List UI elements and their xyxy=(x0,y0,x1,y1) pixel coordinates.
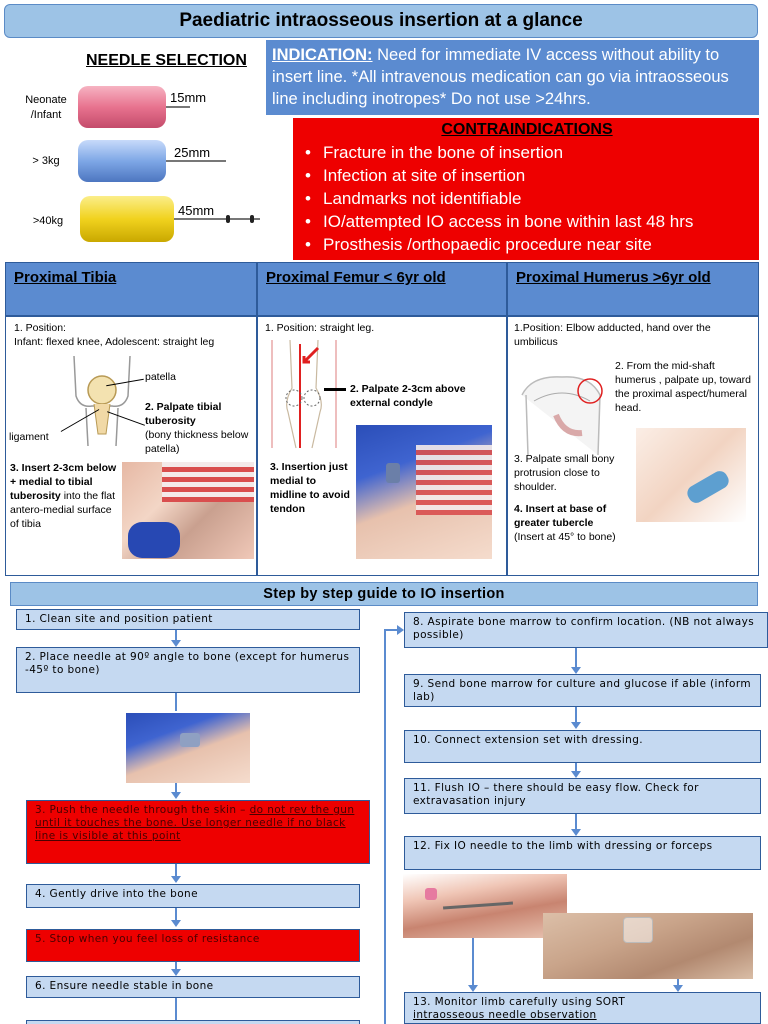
step-12: 12. Fix IO needle to the limb with dressing or forceps xyxy=(404,836,761,870)
dressing xyxy=(623,917,653,943)
flow-arrow-head xyxy=(673,985,683,992)
femur-palpate: 2. Palpate 2-3cm above external condyle xyxy=(350,383,466,409)
needle-shaft xyxy=(166,160,226,162)
patella-label: patella xyxy=(145,371,176,383)
flow-arrow-head xyxy=(571,667,581,674)
step-11: 11. Flush IO – there should be easy flow. Check for extravasation injury xyxy=(404,778,761,814)
io-hub xyxy=(425,888,437,900)
step-7 xyxy=(26,1020,360,1024)
flow-connector xyxy=(384,630,386,1024)
tibia-palpate xyxy=(145,400,255,456)
needle-label: Neonate /Infant xyxy=(25,94,67,121)
humerus-insert xyxy=(514,502,638,544)
step-2: 2. Place needle at 90º angle to bone (except for humerus -45º to bone) xyxy=(16,647,360,693)
striped-clothing xyxy=(162,462,254,502)
needle-length: 45mm xyxy=(178,203,215,218)
flow-arrow xyxy=(175,998,177,1020)
list-item: • Infection at site of insertion xyxy=(301,164,753,187)
ligament-label: ligament xyxy=(9,431,49,443)
tibia-position xyxy=(14,321,254,349)
tibia-photo xyxy=(122,462,254,559)
femur-position: 1. Position: straight leg. xyxy=(265,322,375,334)
tibia-heading: Proximal Tibia xyxy=(5,262,257,316)
flow-arrow-head xyxy=(171,640,181,647)
step-9: 9. Send bone marrow for culture and glucose if able (inform lab) xyxy=(404,674,761,707)
femur-insert: 3. Insertion just medial to midline to avoid tendon xyxy=(270,461,350,515)
flow-arrow-head xyxy=(571,722,581,729)
needle-black-line xyxy=(226,215,230,223)
flow-arrow xyxy=(575,814,577,830)
step-13-link: intraosseous needle observation xyxy=(413,1009,597,1021)
step-2-photo xyxy=(126,713,250,783)
flow-arrow-head xyxy=(397,625,404,635)
tibia-position-text: Infant: flexed knee, Adolescent: straight leg xyxy=(14,336,215,348)
flow-arrow xyxy=(472,938,474,988)
list-item: • Fracture in the bone of insertion xyxy=(301,141,753,164)
flow-connector xyxy=(384,629,398,631)
femur-diagram xyxy=(266,340,342,450)
humerus-diagram xyxy=(512,355,612,455)
tibia-insert-text: into the flat antero-medial surface of tibia xyxy=(10,490,116,530)
step-3-warning: do not rev the gun until it touches the bone. Use longer needle if no black line is visible at this point xyxy=(35,804,355,842)
step-3-text: 3. Push the needle through the skin – xyxy=(35,804,246,816)
needle-hub-pink xyxy=(78,86,166,128)
needle-shaft xyxy=(174,218,260,220)
io-drill xyxy=(684,468,731,506)
knee-diagram xyxy=(62,356,142,446)
list-item: • Prosthesis /orthopaedic procedure near site xyxy=(301,233,753,256)
needle-label: > 3kg xyxy=(32,155,60,167)
flow-arrow-head xyxy=(171,969,181,976)
step-4: 4. Gently drive into the bone xyxy=(26,884,360,908)
needle-length: 25mm xyxy=(174,145,211,160)
step-5: 5. Stop when you feel loss of resistance xyxy=(26,929,360,962)
step-3 xyxy=(26,800,370,864)
pointer-line xyxy=(324,388,346,391)
needle-shaft xyxy=(166,106,190,108)
page-title: Paediatric intraosseous insertion at a glance xyxy=(4,4,758,38)
contraindications-heading: CONTRAINDICATIONS xyxy=(441,121,613,138)
humerus-heading: Proximal Humerus >6yr old xyxy=(507,262,759,316)
femur-heading: Proximal Femur < 6yr old xyxy=(257,262,507,316)
contraindications-list xyxy=(301,141,753,256)
needle-hub-blue xyxy=(78,140,166,182)
tibia-insert xyxy=(10,461,120,531)
step-1: 1. Clean site and position patient xyxy=(16,609,360,630)
humerus-palpate: 2. From the mid-shaft humerus , palpate up, toward the proximal aspect/humeral head. xyxy=(615,360,751,414)
gloved-hand xyxy=(128,522,180,558)
flow-arrow-head xyxy=(171,876,181,883)
flow-arrow-head xyxy=(171,920,181,927)
flow-arrow-head xyxy=(571,829,581,836)
humerus-position: 1.Position: Elbow adducted, hand over the umbilicus xyxy=(514,322,711,348)
step-10: 10. Connect extension set with dressing. xyxy=(404,730,761,763)
step-6: 6. Ensure needle stable in bone xyxy=(26,976,360,998)
needle-length: 15mm xyxy=(170,90,207,105)
list-item: • IO/attempted IO access in bone within last 48 hrs xyxy=(301,210,753,233)
indication-heading: INDICATION: xyxy=(272,46,373,64)
tibia-palpate-bold: 2. Palpate tibial tuberosity xyxy=(145,401,222,427)
step-12-photo-b xyxy=(543,913,753,979)
list-item: • Landmarks not identifiable xyxy=(301,187,753,210)
tibia-palpate-note: (bony thickness below patella) xyxy=(145,429,249,455)
step-13 xyxy=(404,992,761,1024)
humerus-photo xyxy=(636,428,746,522)
flow-arrow xyxy=(575,707,577,723)
contraindications-box xyxy=(293,118,759,260)
needle-hub-yellow xyxy=(80,196,174,242)
humerus-palpate-small: 3. Palpate small bony protrusion close to shoulder. xyxy=(514,453,615,493)
step-8: 8. Aspirate bone marrow to confirm location. (NB not always possible) xyxy=(404,612,768,648)
tibia-insert-bold: 3. Insert 2-3cm below + medial to tibial tuberosity xyxy=(10,462,117,502)
humerus-insert-bold: 4. Insert at base of greater tubercle xyxy=(514,503,607,529)
striped-clothing xyxy=(416,445,492,515)
flow-arrow xyxy=(175,693,177,711)
forceps xyxy=(443,902,513,910)
needle-selection-heading: NEEDLE SELECTION xyxy=(86,52,247,69)
indication-box xyxy=(266,40,759,115)
flow-arrow-head xyxy=(171,792,181,799)
needle-label: >40kg xyxy=(32,215,64,227)
indication-text: Need for immediate IV access without ability to insert line. *All intravenous medication can go via intraosseous line including inotropes* Do not use >24hrs. xyxy=(272,46,729,108)
flow-arrow-head xyxy=(468,985,478,992)
flow-arrow xyxy=(575,648,577,668)
io-needle xyxy=(180,733,200,747)
flow-arrow-head xyxy=(571,771,581,778)
humerus-insert-text: (Insert at 45° to bone) xyxy=(514,531,616,543)
needle-black-line xyxy=(250,215,254,223)
tibia-position-label: 1. Position: xyxy=(14,322,66,334)
guide-heading: Step by step guide to IO insertion xyxy=(10,582,758,606)
step-13-text: 13. Monitor limb carefully using SORT xyxy=(413,996,626,1008)
io-needle xyxy=(386,463,400,483)
femur-photo xyxy=(356,425,492,559)
